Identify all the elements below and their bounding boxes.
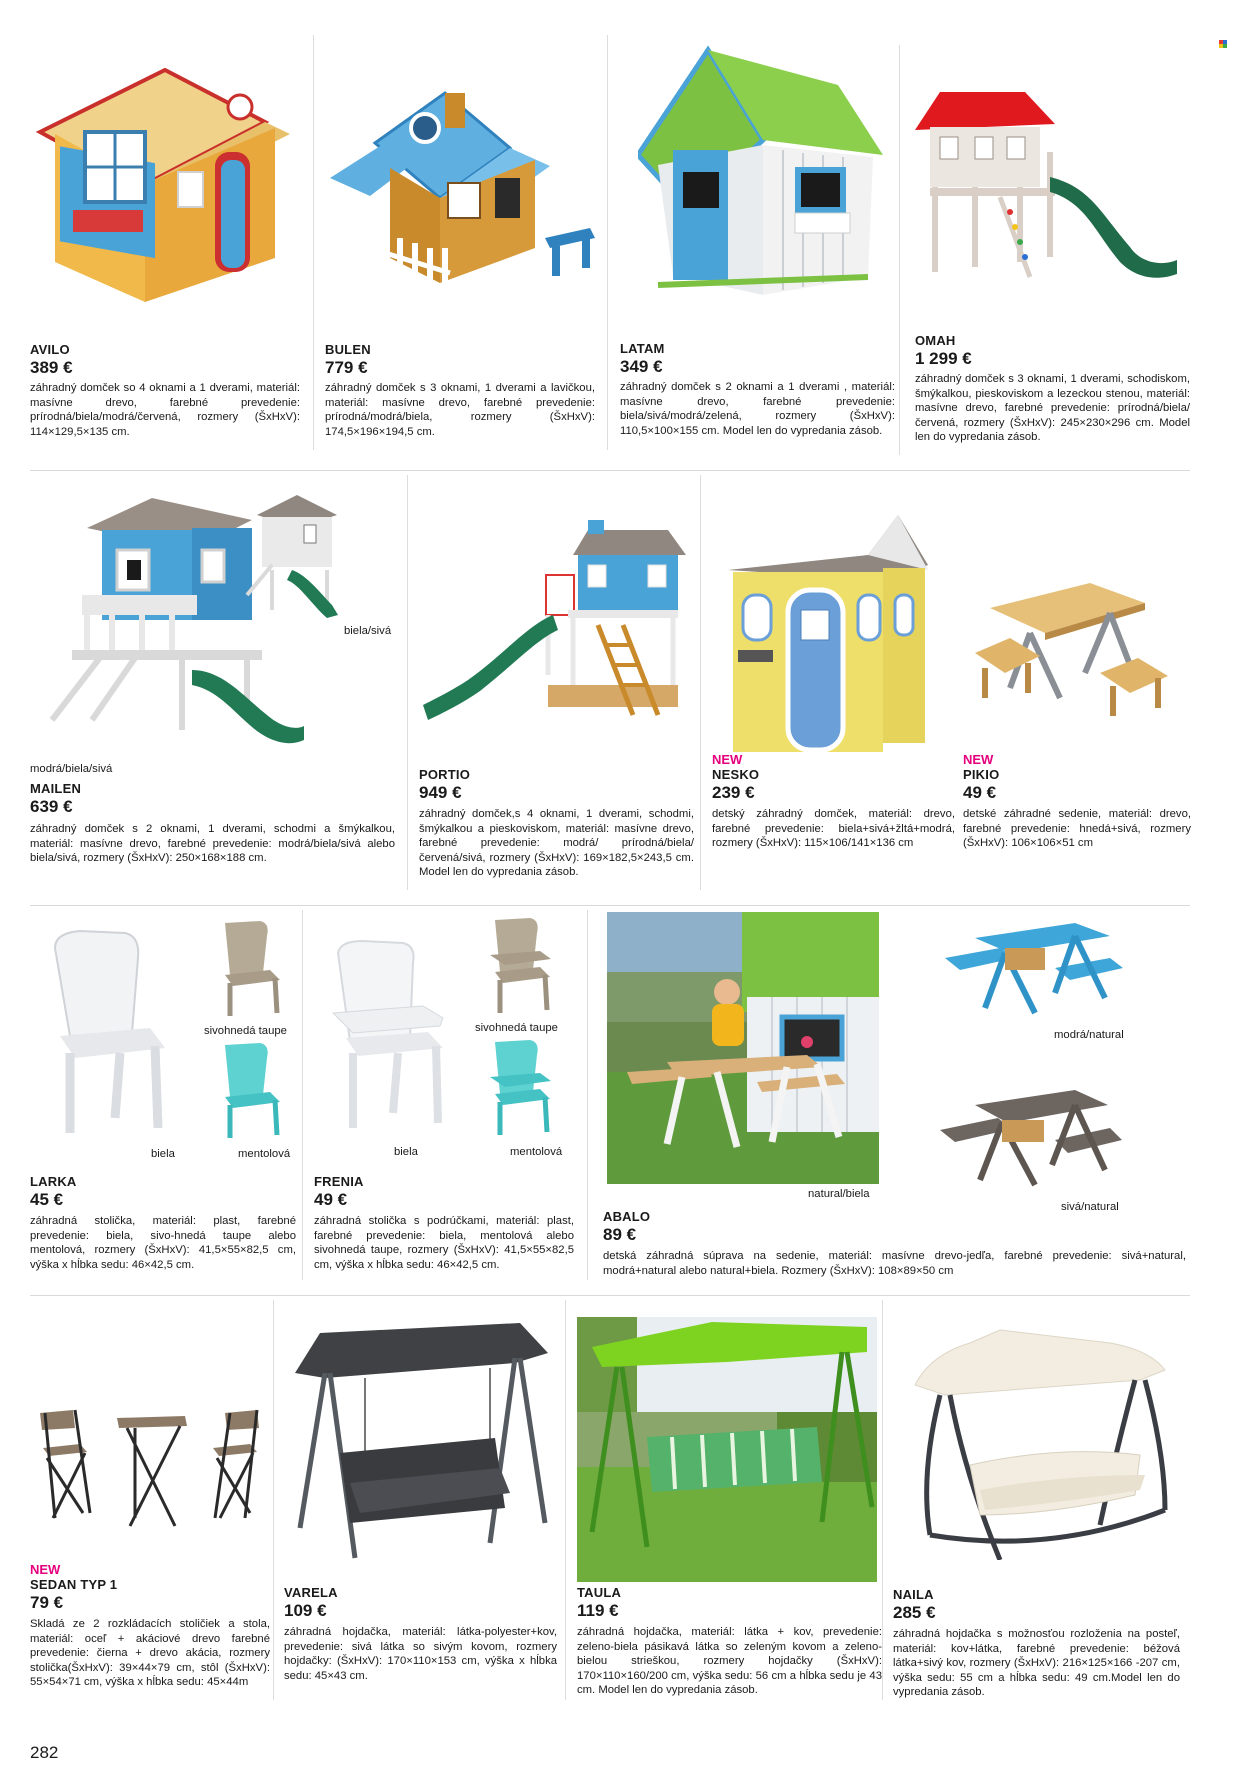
sedan-bistro-set-image xyxy=(35,1408,265,1528)
product-name: TAULA xyxy=(577,1585,622,1600)
avilo-playhouse-image xyxy=(35,62,290,310)
product-price: 49 € xyxy=(314,1190,348,1209)
product-price: 285 € xyxy=(893,1603,936,1622)
product-price: 109 € xyxy=(284,1601,327,1620)
col-divider xyxy=(882,1300,883,1700)
product-description: záhradná stolička s podrúčkami, materiál: plast, farebné prevedenie: biela, mentolová alebo sivohnedá taupe, rozmery (ŠxHxV): 41,5×55×82,5 cm, výška x hĺbka sedu: 46×42,5 cm. xyxy=(314,1215,574,1271)
color-variant-caption: modrá/biela/sivá xyxy=(30,763,113,775)
product-name: MAILEN xyxy=(30,781,82,796)
row-divider-2 xyxy=(30,905,1190,906)
mailen-playhouse-image xyxy=(42,490,392,750)
color-variant-caption: natural/biela xyxy=(808,1188,870,1200)
product-price: 239 € xyxy=(712,783,755,802)
new-badge: NEW xyxy=(963,752,994,767)
product-name: LATAM xyxy=(620,341,665,356)
corner-logo-mark xyxy=(1219,35,1227,43)
color-variant-caption: biela xyxy=(151,1148,175,1160)
larka-chair-mint-image xyxy=(215,1040,285,1140)
new-badge: NEW xyxy=(712,752,743,767)
larka-chair-taupe-image xyxy=(215,918,285,1018)
varela-swing-image xyxy=(290,1318,555,1563)
product-price: 45 € xyxy=(30,1190,64,1209)
col-divider xyxy=(273,1300,274,1700)
product-name: PIKIO xyxy=(963,767,1000,782)
taula-swing-photo xyxy=(577,1317,877,1582)
product-description: záhradná hojdačka, materiál: látka + kov, prevedenie: zeleno-biela pásikavá látka so zeleným kovom a zeleno-bielou strieškou, rozmery hojdačky (ŠxHxV): 170×110×160/200 cm, výška sedu: 56 cm a hĺbka sedu je 43 cm. Model len do vypredania zásob. xyxy=(577,1626,882,1697)
col-divider xyxy=(407,475,408,890)
product-description: záhradná hojdačka s možnosťou rozloženia na posteľ, materiál: kov+látka, farebné prevedenie: béžová látka+sivý kov, rozmery (ŠxHxV): 216×125×166 -207 cm, výška sedu: 55 cm a hĺbka sedu: 49 cm.Model len do vypredania zásob. xyxy=(893,1628,1180,1699)
product-price: 89 € xyxy=(603,1225,637,1244)
product-name: NAILA xyxy=(893,1587,934,1602)
product-price: 349 € xyxy=(620,357,663,376)
product-description: detské záhradné sedenie, materiál: drevo, farebné prevedenie: hnedá+sivá, rozmery (ŠxHxV): 106×106×51 cm xyxy=(963,808,1191,850)
product-price: 949 € xyxy=(419,783,462,802)
abalo-grey-variant-image xyxy=(940,1085,1125,1195)
row-divider-1 xyxy=(30,470,1190,471)
product-price: 79 € xyxy=(30,1593,64,1612)
color-variant-caption: mentolová xyxy=(238,1148,291,1160)
product-description: záhradný domček s 3 oknami, 1 dverami, schodiskom, šmýkalkou, pieskoviskom a lezeckou stenou, materiál: masívne drevo, farebné prevedenie: prírodná/biela/červená, rozmery (ŠxHxV): 245×230×296 cm. Model len do vypredania zásob. xyxy=(915,373,1190,444)
page-number: 282 xyxy=(30,1743,59,1762)
product-description: detský záhradný domček, materiál: drevo, farebné prevedenie: biela+sivá+žltá+modrá, rozmery (ŠxHxV): 115×106/141×136 cm xyxy=(712,808,955,850)
naila-swing-image xyxy=(910,1325,1175,1560)
product-name: NESKO xyxy=(712,767,760,782)
col-divider xyxy=(700,475,701,890)
product-description: záhradný domček s 3 oknami, 1 dverami a lavičkou, materiál: masívne drevo, farebné prevedenie: prírodná/modrá/biela, rozmery (ŠxHxV): 174,5×196×194,5 cm. xyxy=(325,382,595,438)
color-variant-caption: sivá/natural xyxy=(1061,1201,1119,1213)
color-variant-caption: sivohnedá taupe xyxy=(204,1025,287,1037)
latam-playhouse-image xyxy=(638,45,883,303)
product-name: LARKA xyxy=(30,1174,77,1189)
frenia-armchair-white-image xyxy=(328,938,448,1133)
product-name: OMAH xyxy=(915,333,956,348)
col-divider xyxy=(565,1300,566,1700)
omah-playhouse-image xyxy=(915,92,1180,292)
portio-playhouse-image xyxy=(418,515,693,725)
product-name: SEDAN TYP 1 xyxy=(30,1577,118,1592)
product-description: záhradná hojdačka, materiál: látka-polyester+kov, prevedenie: sivá látka so sivým kovom, rozmery hojdačky: (ŠxHxV): 170×110×153 cm, výška x hĺbka sedu: 45×43 cm. xyxy=(284,1626,557,1682)
color-variant-caption: sivohnedá taupe xyxy=(475,1022,558,1034)
product-description: záhradný domček s 2 oknami, 1 dverami, schodmi a šmýkalkou, materiál: masívne drevo, farebné prevedenie: modrá/biela/sivá alebo biela/sivá, rozmery (ŠxHxV): 250×168×188 cm. xyxy=(30,823,395,865)
col-divider xyxy=(899,45,900,455)
product-description: Skladá ze 2 rozkládacích stoličiek a stola, materiál: oceľ + akáciové drevo farebné prevedenie: čierna + drevo akácia, rozmery stolička(ŠxHxV): 39×44×79 cm, stôl (ŠxHxV): 55×54×71 cm, výška x hĺbka sedu: 45×44m xyxy=(30,1618,270,1689)
product-name: ABALO xyxy=(603,1209,651,1224)
product-description: záhradný domček s 2 oknami a 1 dverami , materiál: masívne drevo, farebné prevedenie: biela/sivá/modrá/zelená, rozmery (ŠxHxV): 110,5×100×155 cm. Model len do vypredania zásob. xyxy=(620,381,895,437)
product-price: 119 € xyxy=(577,1601,619,1620)
bulen-playhouse-image xyxy=(330,88,600,303)
product-price: 1 299 € xyxy=(915,349,972,368)
larka-chair-white-image xyxy=(40,928,170,1138)
product-price: 779 € xyxy=(325,358,368,377)
color-variant-caption: biela xyxy=(394,1146,418,1158)
nesko-playhouse-image xyxy=(723,510,933,760)
new-badge: NEW xyxy=(30,1562,61,1577)
product-price: 639 € xyxy=(30,797,73,816)
product-price: 389 € xyxy=(30,358,73,377)
product-description: záhradný domček,s 4 oknami, 1 dverami, schodmi, šmýkalkou a pieskoviskom, materiál: masívne drevo, farebné prevedenie: modrá/ prírodná/biela/červená/sivá, rozmery (ŠxHxV): 169×182,5×243,5 cm. Model len do vypredania zásob. xyxy=(419,808,694,879)
row-divider-3 xyxy=(30,1295,1190,1296)
product-description: záhradná stolička, materiál: plast, farebné prevedenie: biela, sivo-hnedá taupe alebo mentolová, rozmery (ŠxHxV): 41,5×55×82,5 cm, výška x hĺbka sedu: 46×42,5 cm. xyxy=(30,1215,296,1271)
product-name: BULEN xyxy=(325,342,371,357)
product-name: VARELA xyxy=(284,1585,338,1600)
abalo-blue-variant-image xyxy=(945,918,1125,1023)
abalo-lifestyle-photo xyxy=(607,912,879,1184)
frenia-armchair-taupe-image xyxy=(485,915,555,1015)
color-variant-caption: biela/sivá xyxy=(344,625,392,637)
col-divider xyxy=(313,35,314,450)
col-divider xyxy=(302,910,303,1280)
product-name: FRENIA xyxy=(314,1174,364,1189)
product-name: AVILO xyxy=(30,342,70,357)
product-description: záhradný domček so 4 oknami a 1 dverami, materiál: masívne drevo, farebné prevedenie: prírodná/biela/modrá/červená, rozmery (ŠxHxV): 114×129,5×135 cm. xyxy=(30,382,300,438)
col-divider xyxy=(587,910,588,1280)
product-description: detská záhradná súprava na sedenie, materiál: masívne drevo-jedľa, farebné prevedenie: sivá+natural, modrá+natural alebo natural+biela. Rozmery (ŠxHxV): 108×89×50 cm xyxy=(603,1250,1186,1277)
product-name: PORTIO xyxy=(419,767,471,782)
frenia-armchair-mint-image xyxy=(485,1037,555,1137)
color-variant-caption: modrá/natural xyxy=(1054,1029,1124,1041)
color-variant-caption: mentolová xyxy=(510,1146,563,1158)
product-price: 49 € xyxy=(963,783,997,802)
pikio-picnic-table-image xyxy=(970,578,1170,723)
col-divider xyxy=(607,35,608,450)
